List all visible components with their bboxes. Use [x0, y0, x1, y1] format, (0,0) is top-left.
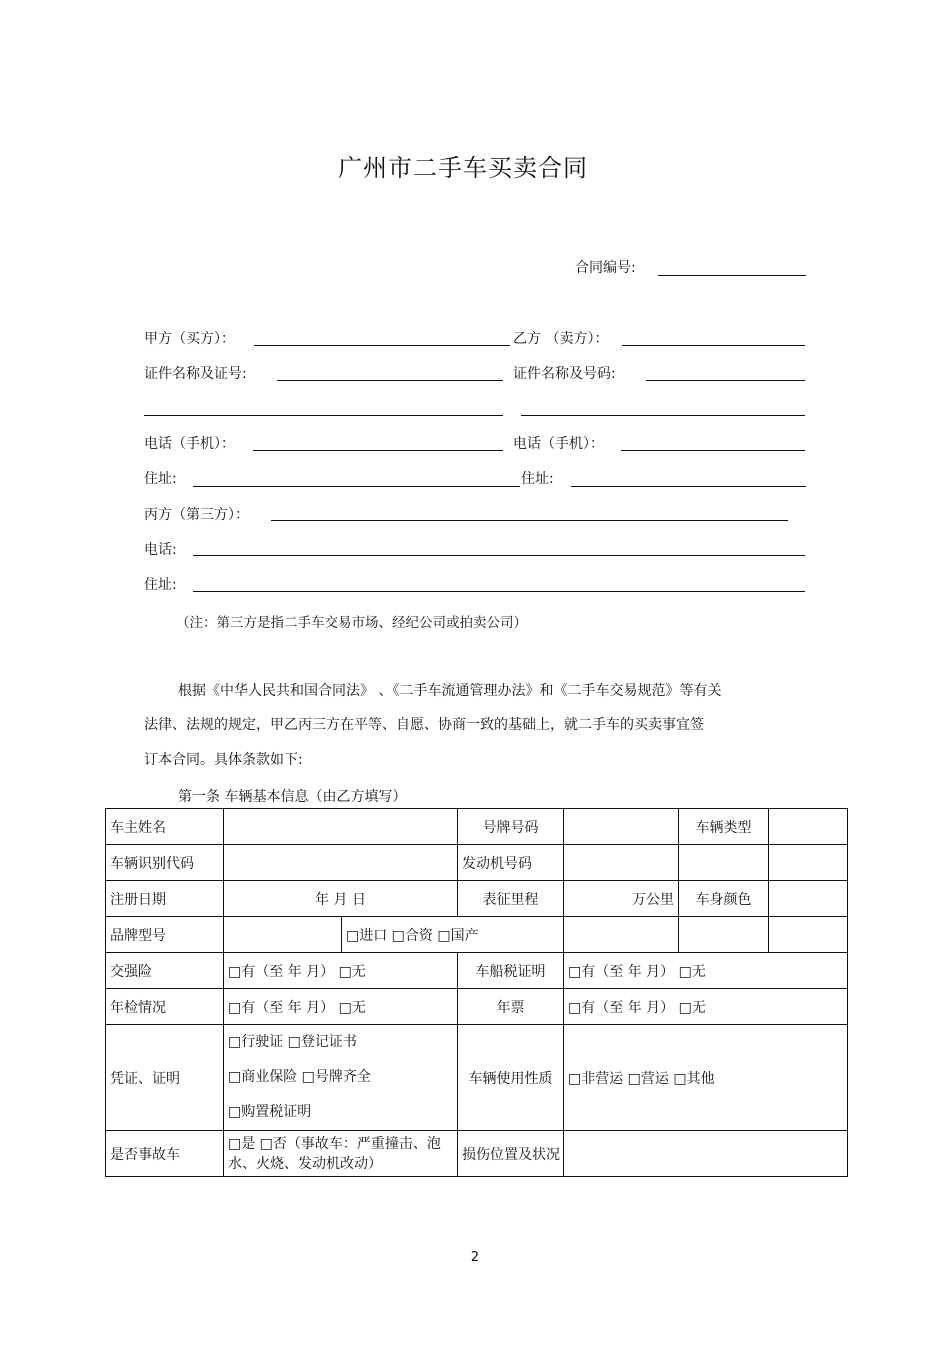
party-a-id-field[interactable]: [277, 380, 503, 381]
party-b-id-field-2[interactable]: [521, 415, 805, 416]
table-row: [106, 809, 848, 845]
owner-name-label: 车主姓名: [106, 809, 224, 845]
brand-model-value[interactable]: [224, 917, 342, 953]
party-a-address-field[interactable]: [193, 486, 520, 487]
party-b-phone-label: 电话（手机）：: [513, 436, 604, 452]
party-b-id-label: 证件名称及号码:: [513, 366, 616, 382]
article-1-title: 第一条 车辆基本信息（由乙方填写）: [178, 789, 407, 805]
damage-label: 损伤位置及状况: [458, 1131, 564, 1177]
contract-no-label: 合同编号:: [575, 260, 636, 276]
vehicle-info-table: [105, 808, 848, 1177]
plate-no-value[interactable]: [564, 809, 679, 845]
usage-value[interactable]: □非营运 □营运 □其他: [564, 1025, 848, 1131]
body-color-value[interactable]: [769, 881, 848, 917]
party-a-name-label: 甲方（买方）：: [144, 331, 235, 347]
empty-cell: [679, 917, 769, 953]
vin-label: 车辆识别代码: [106, 845, 224, 881]
table-row: [106, 845, 848, 881]
documents-line-1: □行驶证 □登记证书: [228, 1034, 357, 1050]
table-row: [106, 1025, 848, 1131]
party-a-name-field[interactable]: [254, 345, 510, 346]
engine-no-value[interactable]: [564, 845, 679, 881]
party-a-phone-field[interactable]: [253, 450, 503, 451]
usage-label: 车辆使用性质: [458, 1025, 564, 1131]
empty-cell: [564, 917, 679, 953]
page-title: 广州市二手车买卖合同: [338, 154, 588, 182]
empty-cell: [769, 845, 848, 881]
preamble-line-2: 法律、法规的规定，甲乙丙三方在平等、自愿、协商一致的基础上，就二手车的买卖事宜签: [144, 717, 704, 733]
party-a-address-label: 住址:: [144, 471, 177, 487]
vessel-tax-label: 车船税证明: [458, 953, 564, 989]
insurance-value[interactable]: □有（至 年 月） □无: [224, 953, 458, 989]
contract-no-field[interactable]: [658, 275, 806, 276]
page-number: 2: [470, 1250, 480, 1265]
odometer-label: 表征里程: [458, 881, 564, 917]
accident-value[interactable]: □是 □否（事故车：严重撞击、泡水、火烧、发动机改动）: [224, 1131, 458, 1177]
body-color-label: 车身颜色: [679, 881, 769, 917]
party-a-id-field-2[interactable]: [144, 415, 503, 416]
third-party-note: （注：第三方是指二手车交易市场、经纪公司或拍卖公司）: [176, 615, 527, 631]
insurance-label: 交强险: [106, 953, 224, 989]
table-row: [106, 881, 848, 917]
documents-options[interactable]: [224, 1025, 458, 1131]
vehicle-type-label: 车辆类型: [679, 809, 769, 845]
party-a-id-label: 证件名称及证号:: [144, 366, 247, 382]
vin-value[interactable]: [224, 845, 458, 881]
vehicle-type-value[interactable]: [769, 809, 848, 845]
preamble-line-3: 订本合同。具体条款如下:: [144, 752, 303, 768]
party-b-address-field[interactable]: [571, 486, 806, 487]
party-a-phone-label: 电话（手机）：: [144, 436, 235, 452]
engine-no-label: 发动机号码: [458, 845, 564, 881]
party-b-id-field[interactable]: [646, 380, 805, 381]
plate-no-label: 号牌号码: [458, 809, 564, 845]
inspection-label: 年检情况: [106, 989, 224, 1025]
party-b-phone-field[interactable]: [621, 450, 805, 451]
origin-options[interactable]: □进口 □合资 □国产: [342, 917, 564, 953]
table-row: [106, 1131, 848, 1177]
vessel-tax-value[interactable]: □有（至 年 月） □无: [564, 953, 848, 989]
documents-line-2: □商业保险 □号牌齐全: [228, 1069, 371, 1085]
annual-ticket-value[interactable]: □有（至 年 月） □无: [564, 989, 848, 1025]
empty-cell: [769, 917, 848, 953]
empty-cell: [679, 845, 769, 881]
party-c-phone-label: 电话:: [144, 542, 177, 558]
party-b-name-field[interactable]: [622, 345, 805, 346]
party-c-address-field[interactable]: [193, 591, 805, 592]
documents-line-3: □购置税证明: [228, 1104, 312, 1120]
party-c-address-label: 住址:: [144, 577, 177, 593]
table-row: [106, 917, 848, 953]
reg-date-value[interactable]: 年 月 日: [224, 881, 458, 917]
damage-value[interactable]: [564, 1131, 848, 1177]
party-c-name-label: 丙方（第三方）：: [144, 507, 249, 523]
preamble-line-1: 根据《中华人民共和国合同法》 、《二手车流通管理办法》和《二手车交易规范》等有关: [178, 683, 722, 699]
party-c-phone-field[interactable]: [193, 555, 805, 556]
odometer-unit[interactable]: 万公里: [564, 881, 679, 917]
inspection-value[interactable]: □有（至 年 月） □无: [224, 989, 458, 1025]
table-row: [106, 953, 848, 989]
documents-label: 凭证、证明: [106, 1025, 224, 1131]
brand-model-label: 品牌型号: [106, 917, 224, 953]
accident-label: 是否事故车: [106, 1131, 224, 1177]
table-row: [106, 989, 848, 1025]
annual-ticket-label: 年票: [458, 989, 564, 1025]
reg-date-label: 注册日期: [106, 881, 224, 917]
party-c-name-field[interactable]: [271, 520, 788, 521]
party-b-address-label: 住址:: [521, 471, 554, 487]
party-b-name-label: 乙方 （卖方）：: [513, 331, 609, 347]
owner-name-value[interactable]: [224, 809, 458, 845]
